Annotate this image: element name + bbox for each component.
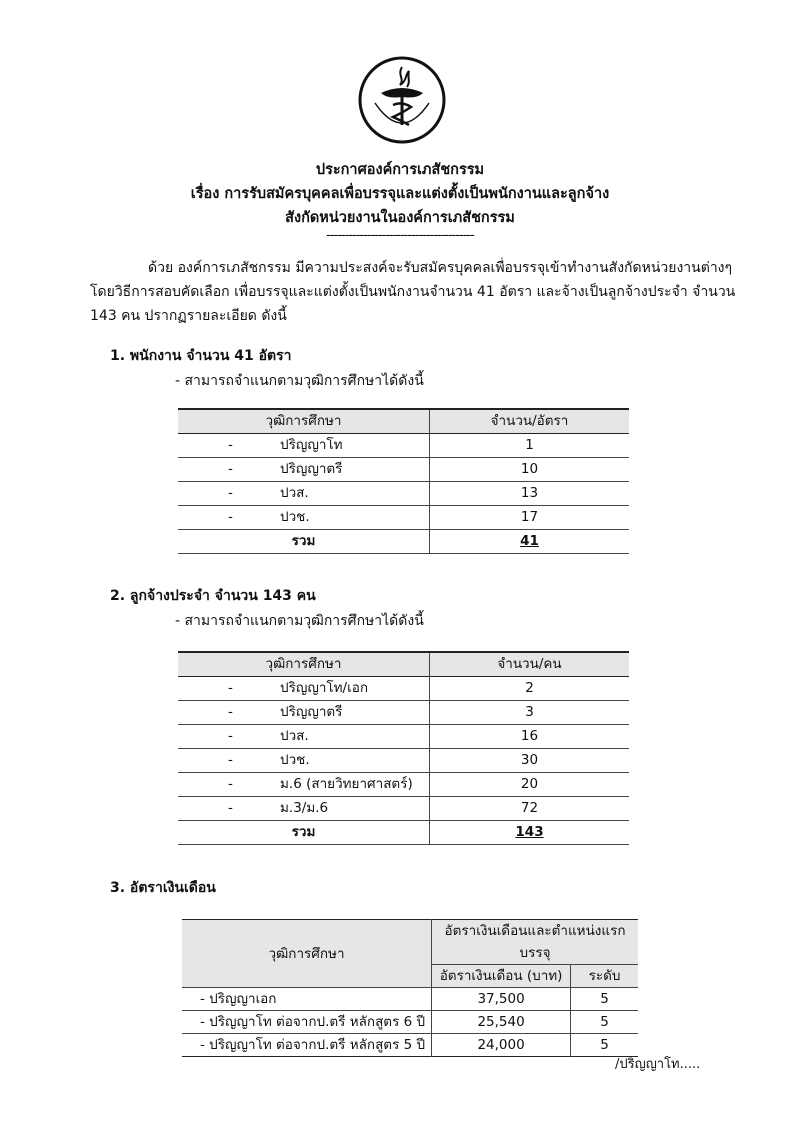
announcement-subject: เรื่อง การรับสมัครบุคคลเพื่อบรรจุและแต่งตั้งเป็นพนักงานและลูกจ้าง [190,186,610,202]
education-label: ปริญญาตรี [280,704,343,720]
education-label: ปวส. [280,485,309,501]
count-value: 1 [430,434,630,458]
table-row [178,773,629,797]
continued-marker: /ปริญญาโท..... [615,1057,701,1072]
col-count-header: จำนวน/อัตรา [430,409,630,434]
table-row [178,434,629,458]
header-divider: ---------------------------------------- [326,228,474,243]
intro-line-2: โดยวิธีการสอบคัดเลือก เพื่อบรรจุและแต่งตั้งเป็นพนักงานจำนวน 41 อัตรา และจ้างเป็นลูกจ้างประจำ จำนวน [90,284,736,300]
education-label: ปริญญาโท [280,437,343,453]
education-label: ปวส. [280,728,309,744]
bullet-dash: - [228,680,233,696]
section1-subtitle: - สามารถจำแนกตามวุฒิการศึกษาได้ดังนี้ [175,373,424,389]
count-value: 72 [430,797,630,821]
count-value: 17 [430,506,630,530]
organization-logo [357,55,447,145]
col-education-header: วุฒิการศึกษา [178,652,430,677]
section2-subtitle: - สามารถจำแนกตามวุฒิการศึกษาได้ดังนี้ [175,613,424,629]
col-count-header: จำนวน/คน [430,652,630,677]
education-label: - ปริญญาเอก [200,991,277,1007]
bullet-dash: - [228,461,233,477]
bullet-dash: - [228,800,233,816]
section3-title: 3. อัตราเงินเดือน [110,880,216,896]
education-label: - ปริญญาโท ต่อจากป.ตรี หลักสูตร 5 ปี [200,1037,426,1053]
col-level-header: ระดับ [571,965,638,988]
total-label: รวม [291,533,316,549]
count-value: 30 [430,749,630,773]
salary-group-header: อัตราเงินเดือนและตำแหน่งแรกบรรจุ [432,920,638,965]
section1-title: 1. พนักงาน จำนวน 41 อัตรา [110,348,292,364]
table-row [178,506,629,530]
total-row [178,530,629,554]
table-row [178,458,629,482]
count-value: 20 [430,773,630,797]
education-label: ม.6 (สายวิทยาศาสตร์) [280,776,413,792]
table-row [178,677,629,701]
count-value: 3 [430,701,630,725]
total-value: 41 [520,533,539,549]
section2-title: 2. ลูกจ้างประจำ จำนวน 143 คน [110,588,316,604]
total-row [178,821,629,845]
bullet-dash: - [228,728,233,744]
emblem-icon [357,55,447,145]
col-education-header: วุฒิการศึกษา [178,409,430,434]
total-value: 143 [515,824,544,840]
intro-line-3: 143 คน ปรากฏรายละเอียด ดังนี้ [90,308,287,324]
education-label: ม.3/ม.6 [280,800,329,816]
salary-value: 24,000 [432,1034,571,1057]
bullet-dash: - [228,704,233,720]
education-label: ปริญญาโท/เอก [280,680,369,696]
count-value: 10 [430,458,630,482]
salary-table [182,919,638,1057]
bullet-dash: - [228,485,233,501]
bullet-dash: - [228,776,233,792]
count-value: 13 [430,482,630,506]
education-label: ปวช. [280,752,310,768]
col-education-header: วุฒิการศึกษา [182,920,432,988]
table-row [178,797,629,821]
intro-line-1: ด้วย องค์การเภสัชกรรม มีความประสงค์จะรับสมัครบุคคลเพื่อบรรจุเข้าทำงานสังกัดหน่วยงานต่างๆ [148,260,733,276]
table-row [182,1011,638,1034]
section2-table [178,651,629,845]
section1-table [178,408,629,554]
level-value: 5 [571,988,638,1011]
table-row [178,725,629,749]
level-value: 5 [571,1034,638,1057]
table-row [182,1034,638,1057]
announcement-title: ประกาศองค์การเภสัชกรรม [315,162,485,178]
col-salary-header: อัตราเงินเดือน (บาท) [432,965,571,988]
education-label: ปริญญาตรี [280,461,343,477]
total-label: รวม [291,824,316,840]
bullet-dash: - [228,509,233,525]
salary-value: 37,500 [432,988,571,1011]
table-row [178,749,629,773]
count-value: 2 [430,677,630,701]
table-row [178,482,629,506]
bullet-dash: - [228,752,233,768]
table-row [182,988,638,1011]
salary-value: 25,540 [432,1011,571,1034]
education-label: - ปริญญาโท ต่อจากป.ตรี หลักสูตร 6 ปี [200,1014,426,1030]
announcement-affiliation: สังกัดหน่วยงานในองค์การเภสัชกรรม [285,210,515,226]
bullet-dash: - [228,437,233,453]
count-value: 16 [430,725,630,749]
table-row [178,701,629,725]
level-value: 5 [571,1011,638,1034]
education-label: ปวช. [280,509,310,525]
